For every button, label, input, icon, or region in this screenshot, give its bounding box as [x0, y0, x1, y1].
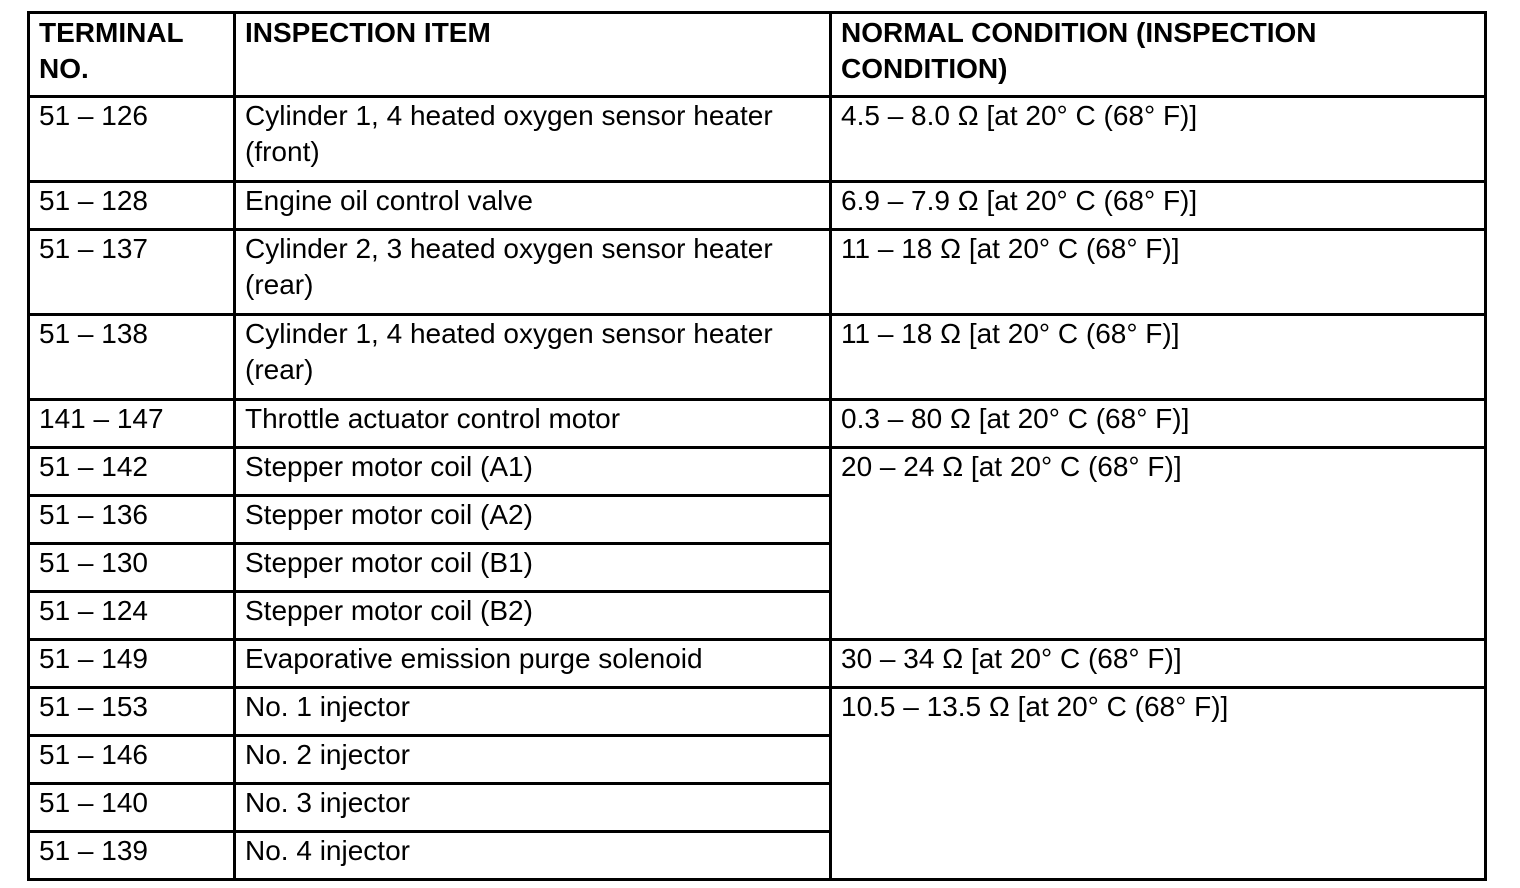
terminal-cell: 51 – 139 [29, 832, 235, 880]
table-body [29, 97, 1486, 880]
table-row [29, 448, 1486, 496]
inspection-item-cell: Throttle actuator control motor [235, 400, 831, 448]
normal-condition-cell: 11 – 18 Ω [at 20° C (68° F)] [831, 315, 1486, 400]
normal-condition-cell: 6.9 – 7.9 Ω [at 20° C (68° F)] [831, 182, 1486, 230]
table-row [29, 400, 1486, 448]
inspection-item-cell: Stepper motor coil (B2) [235, 592, 831, 640]
inspection-table [27, 11, 1487, 881]
table-row [29, 688, 1486, 736]
terminal-cell: 51 – 128 [29, 182, 235, 230]
header-normal-condition: NORMAL CONDITION (INSPECTION CONDITION) [831, 13, 1486, 97]
header-terminal-no: TERMINAL NO. [29, 13, 235, 97]
terminal-cell: 51 – 130 [29, 544, 235, 592]
terminal-cell: 51 – 138 [29, 315, 235, 400]
inspection-item-cell: No. 4 injector [235, 832, 831, 880]
inspection-item-cell: Cylinder 1, 4 heated oxygen sensor heater (front) [235, 97, 831, 182]
normal-condition-cell: 10.5 – 13.5 Ω [at 20° C (68° F)] [831, 688, 1486, 880]
table-row [29, 230, 1486, 315]
table-row [29, 182, 1486, 230]
normal-condition-cell: 0.3 – 80 Ω [at 20° C (68° F)] [831, 400, 1486, 448]
inspection-item-cell: Stepper motor coil (A1) [235, 448, 831, 496]
inspection-item-cell: Stepper motor coil (B1) [235, 544, 831, 592]
table-row [29, 97, 1486, 182]
inspection-item-cell: Evaporative emission purge solenoid [235, 640, 831, 688]
terminal-cell: 51 – 137 [29, 230, 235, 315]
terminal-cell: 51 – 146 [29, 736, 235, 784]
normal-condition-cell: 20 – 24 Ω [at 20° C (68° F)] [831, 448, 1486, 640]
inspection-item-cell: Cylinder 2, 3 heated oxygen sensor heater (rear) [235, 230, 831, 315]
terminal-cell: 51 – 149 [29, 640, 235, 688]
normal-condition-cell: 30 – 34 Ω [at 20° C (68° F)] [831, 640, 1486, 688]
inspection-item-cell: No. 1 injector [235, 688, 831, 736]
inspection-item-cell: No. 2 injector [235, 736, 831, 784]
terminal-cell: 51 – 136 [29, 496, 235, 544]
terminal-cell: 51 – 126 [29, 97, 235, 182]
terminal-cell: 141 – 147 [29, 400, 235, 448]
table-row [29, 640, 1486, 688]
inspection-item-cell: Engine oil control valve [235, 182, 831, 230]
inspection-item-cell: No. 3 injector [235, 784, 831, 832]
table-header-row [29, 13, 1486, 97]
terminal-cell: 51 – 153 [29, 688, 235, 736]
normal-condition-cell: 11 – 18 Ω [at 20° C (68° F)] [831, 230, 1486, 315]
terminal-cell: 51 – 140 [29, 784, 235, 832]
inspection-item-cell: Stepper motor coil (A2) [235, 496, 831, 544]
inspection-item-cell: Cylinder 1, 4 heated oxygen sensor heater (rear) [235, 315, 831, 400]
header-inspection-item: INSPECTION ITEM [235, 13, 831, 97]
terminal-cell: 51 – 124 [29, 592, 235, 640]
table-row [29, 315, 1486, 400]
normal-condition-cell: 4.5 – 8.0 Ω [at 20° C (68° F)] [831, 97, 1486, 182]
terminal-cell: 51 – 142 [29, 448, 235, 496]
